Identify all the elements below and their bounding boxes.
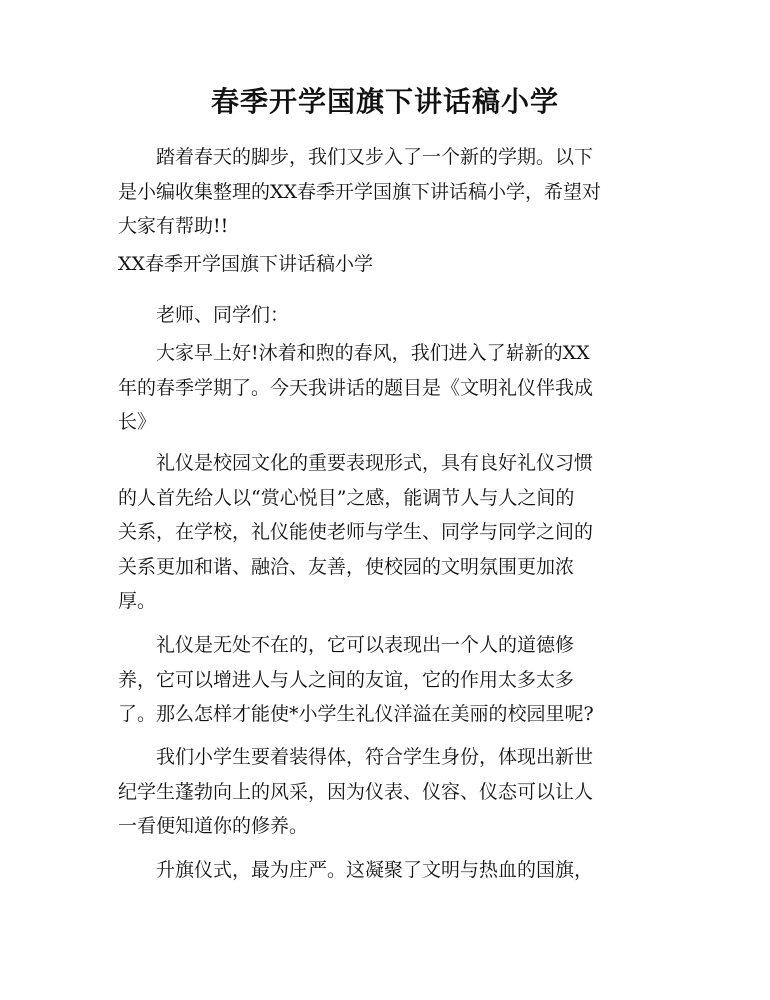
paragraph4-line-3: 一看便知道你的修养。: [118, 815, 309, 837]
intro-line-1: 踏着春天的脚步，我们又步入了一个新的学期。以下: [156, 146, 594, 168]
document-title: 春季开学国旗下讲话稿小学: [210, 85, 559, 118]
paragraph2-line-3: 关系，在学校，礼仪能使老师与学生、同学与同学之间的: [118, 521, 594, 543]
paragraph1-line-3: 长》: [118, 411, 157, 433]
paragraph2-line-1: 礼仪是校园文化的重要表现形式，具有良好礼仪习惯: [156, 452, 594, 474]
intro-line-2: 是小编收集整理的XX春季开学国旗下讲话稿小学，希望对: [118, 180, 602, 203]
paragraph3-line-1: 礼仪是无处不在的，它可以表现出一个人的道德修: [156, 634, 575, 656]
paragraph4-line-2: 纪学生蓬勃向上的风采，因为仪表、仪容、仪态可以让人: [118, 780, 594, 803]
subtitle: XX春季开学国旗下讲话稿小学: [118, 253, 374, 275]
paragraph1-line-2: 年的春季学期了。今天我讲话的题目是《文明礼仪伴我成: [118, 376, 594, 399]
intro-line-3: 大家有帮助!!: [118, 215, 229, 237]
paragraph3-line-3: 了。那么怎样才能使*小学生礼仪洋溢在美丽的校园里呢?: [118, 703, 594, 725]
paragraph5-line-1: 升旗仪式，最为庄严。这凝聚了文明与热血的国旗，: [156, 859, 594, 881]
paragraph2-line-5: 厚。: [118, 590, 157, 612]
paragraph3-line-2: 养，它可以增进人与人之间的友谊，它的作用太多太多: [118, 668, 575, 691]
paragraph2-line-2: 的人首先给人以“赏心悦目”之感，能调节人与人之间的: [118, 486, 575, 509]
greeting: 老师、同学们：: [156, 304, 290, 326]
paragraph1-line-1: 大家早上好!沐着和煦的春风，我们进入了崭新的XX: [156, 342, 590, 364]
paragraph2-line-4: 关系更加和谐、融洽、友善，使校园的文明氛围更加浓: [118, 555, 575, 578]
paragraph4-line-1: 我们小学生要着装得体，符合学生身份，体现出新世: [156, 746, 594, 768]
